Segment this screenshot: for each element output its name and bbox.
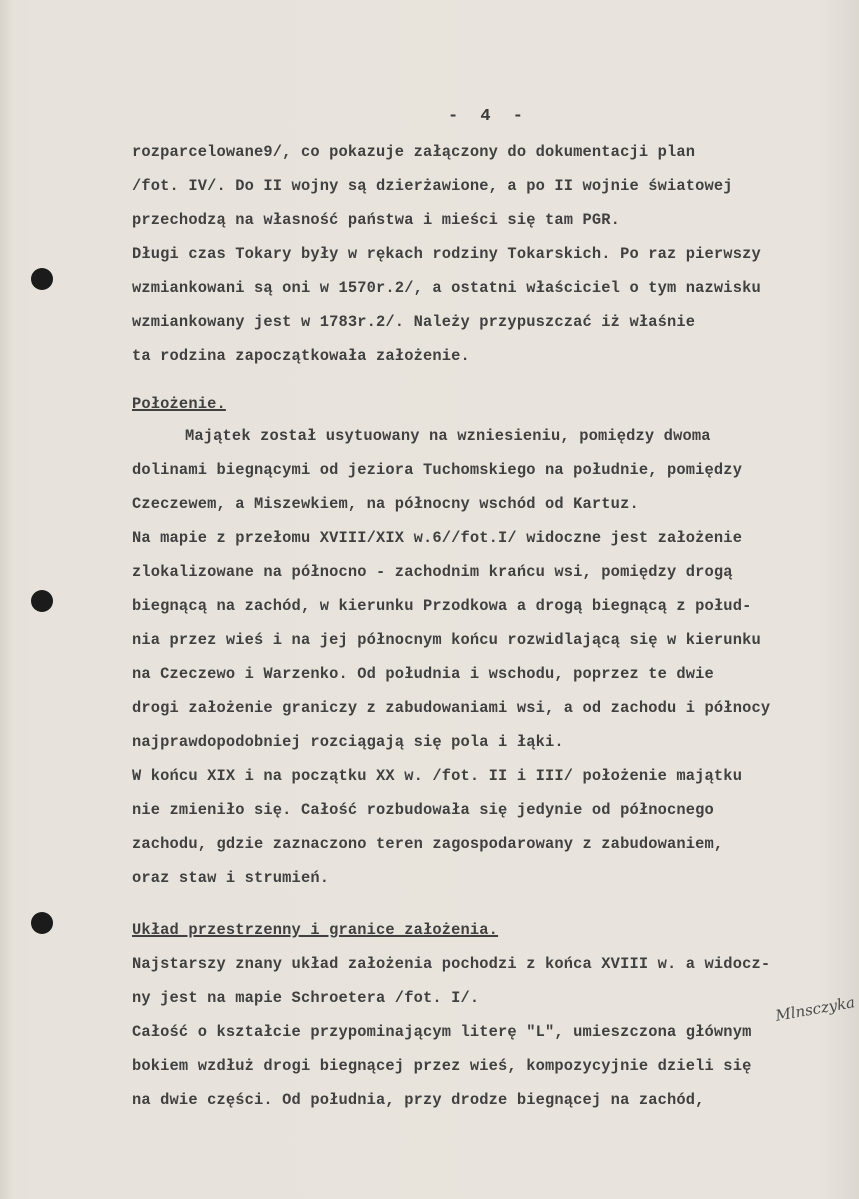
text-line: W końcu XIX i na początku XX w. /fot. II i III/ położenie majątku [132,767,743,785]
page-number: - 4 - [448,107,530,126]
text-line: przechodzą na własność państwa i mieści się tam PGR. [132,211,621,229]
text-line: Na mapie z przełomu XVIII/XIX w.6//fot.I/ widoczne jest założenie [132,529,743,547]
text-line: rozparcelowane9/, co pokazuje załączony do dokumentacji plan [132,143,696,161]
text-line: dolinami biegnącymi od jeziora Tuchomskiego na południe, pomiędzy [132,461,743,479]
text-line: Długi czas Tokary były w rękach rodziny Tokarskich. Po raz pierwszy [132,245,761,263]
text-line: ny jest na mapie Schroetera /fot. I/. [132,989,480,1007]
text-line: Majątek został usytuowany na wzniesieniu, pomiędzy dwoma [185,427,711,445]
text-line: biegnącą na zachód, w kierunku Przodkowa a drogą biegnącą z połud- [132,597,752,615]
section-heading: Układ przestrzenny i granice założenia. [132,921,499,939]
text-line: wzmiankowani są oni w 1570r.2/, a ostatni właściciel o tym nazwisku [132,279,761,297]
text-line: najprawdopodobniej rozciągają się pola i łąki. [132,733,564,751]
punch-hole [31,912,53,934]
punch-hole [31,268,53,290]
text-line: na Czeczewo i Warzenko. Od południa i wschodu, poprzez te dwie [132,665,714,683]
text-line: wzmiankowany jest w 1783r.2/. Należy przypuszczać iż właśnie [132,313,696,331]
punch-hole [31,590,53,612]
text-line: nie zmieniło się. Całość rozbudowała się jedynie od północnego [132,801,714,819]
text-line: Całość o kształcie przypominającym literę "L", umieszczona głównym [132,1023,752,1041]
text-line: na dwie części. Od południa, przy drodze biegnącej na zachód, [132,1091,705,1109]
text-line: nia przez wieś i na jej północnym końcu rozwidlającą się w kierunku [132,631,761,649]
text-line: ta rodzina zapoczątkowała założenie. [132,347,470,365]
text-line: Najstarszy znany układ założenia pochodzi z końca XVIII w. a widocz- [132,955,771,973]
handwritten-annotation: Mlnsczyka [774,993,857,1025]
text-line: Czeczewem, a Miszewkiem, na północny wschód od Kartuz. [132,495,639,513]
text-line: /fot. IV/. Do II wojny są dzierżawione, a po II wojnie światowej [132,177,733,195]
section-heading: Położenie. [132,395,226,413]
text-line: zlokalizowane na północno - zachodnim krańcu wsi, pomiędzy drogą [132,563,733,581]
text-line: bokiem wzdłuż drogi biegnącej przez wieś, kompozycyjnie dzieli się [132,1057,752,1075]
text-line: drogi założenie graniczy z zabudowaniami wsi, a od zachodu i północy [132,699,771,717]
text-line: zachodu, gdzie zaznaczono teren zagospodarowany z zabudowaniem, [132,835,724,853]
text-line: oraz staw i strumień. [132,869,330,887]
